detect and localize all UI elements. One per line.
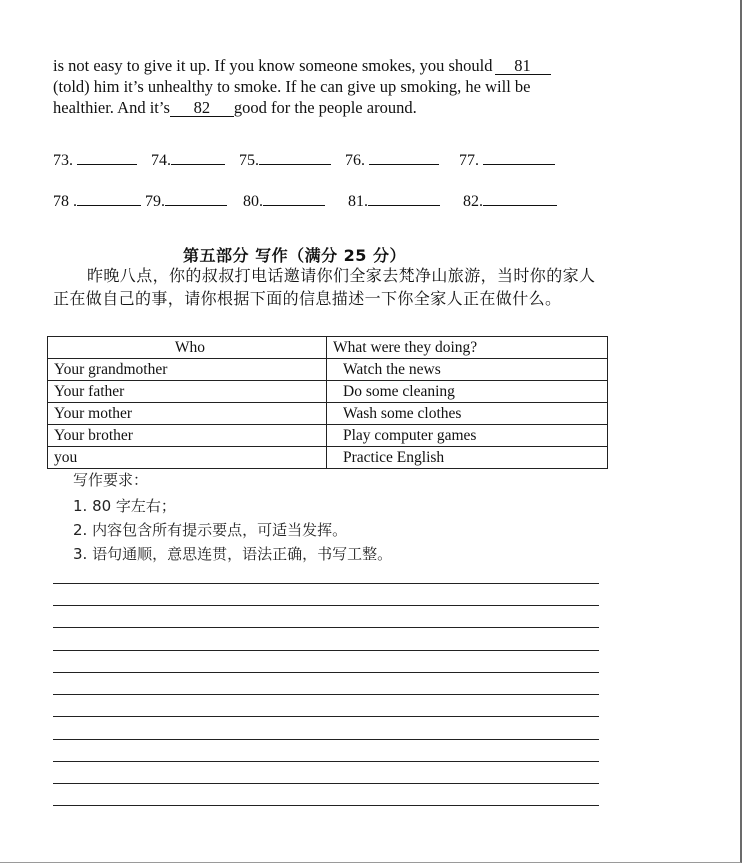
answer-line bbox=[368, 191, 440, 206]
answer-number: 73. bbox=[53, 152, 73, 169]
passage-line-2: (told) him it’s unhealthy to smoke. If he can give up smoking, he will be bbox=[53, 77, 531, 96]
answer-line bbox=[171, 150, 225, 165]
answer-blank-76[interactable] bbox=[345, 150, 439, 170]
answer-blank-77[interactable] bbox=[459, 150, 555, 170]
answer-line bbox=[369, 150, 439, 165]
answer-line bbox=[263, 191, 325, 206]
writing-line[interactable] bbox=[53, 672, 599, 673]
table-cell-who: Your mother bbox=[48, 403, 327, 425]
table-cell-who: Your father bbox=[48, 381, 327, 403]
answer-line bbox=[259, 150, 331, 165]
answer-blank-73[interactable] bbox=[53, 150, 137, 170]
writing-line[interactable] bbox=[53, 716, 599, 717]
table-cell-who: Your grandmother bbox=[48, 359, 327, 381]
writing-line[interactable] bbox=[53, 761, 599, 762]
requirement-item-3: 3. 语句通顺，意思连贯，语法正确，书写工整。 bbox=[73, 545, 393, 563]
passage-line-3-pre: healthier. And it’s bbox=[53, 98, 170, 117]
table-header-row bbox=[48, 337, 608, 359]
table-cell-who: you bbox=[48, 447, 327, 469]
answer-number: 78 . bbox=[53, 193, 77, 210]
passage-line-3-post: good for the people around. bbox=[233, 98, 417, 117]
section-title: 第五部分 写作（满分 25 分） bbox=[183, 246, 406, 265]
writing-line[interactable] bbox=[53, 783, 599, 784]
section-instructions: 昨晚八点，你的叔叔打电话邀请你们全家去梵净山旅游，当时你的家人正在做自己的事，请你根据下面的信息描述一下你全家人正在做什么。 bbox=[53, 266, 596, 308]
writing-line[interactable] bbox=[53, 583, 599, 584]
answer-line bbox=[165, 191, 227, 206]
answer-number: 74. bbox=[151, 152, 171, 169]
answer-number: 81. bbox=[348, 193, 368, 210]
passage-line-3 bbox=[53, 97, 613, 119]
passage-line-1-text: is not easy to give it up. If you know someone smokes, you should bbox=[53, 56, 493, 75]
blank-82: 82 bbox=[170, 100, 234, 117]
writing-line[interactable] bbox=[53, 627, 599, 628]
answer-blank-80[interactable] bbox=[243, 191, 325, 211]
answer-number: 75. bbox=[239, 152, 259, 169]
answer-blank-81[interactable] bbox=[348, 191, 440, 211]
table-cell-doing: Practice English bbox=[327, 447, 608, 469]
answer-number: 80. bbox=[243, 193, 263, 210]
answer-line bbox=[77, 191, 141, 206]
writing-line[interactable] bbox=[53, 650, 599, 651]
table-row bbox=[48, 425, 608, 447]
passage-line-1 bbox=[53, 55, 613, 77]
answer-blank-75[interactable] bbox=[239, 150, 331, 170]
answer-number: 76. bbox=[345, 152, 365, 169]
requirement-item-1: 1. 80 字左右； bbox=[73, 497, 176, 515]
answer-line bbox=[77, 150, 137, 165]
table-row bbox=[48, 381, 608, 403]
answer-blank-79[interactable] bbox=[145, 191, 227, 211]
info-table bbox=[47, 336, 608, 469]
requirements-heading: 写作要求： bbox=[73, 471, 149, 489]
writing-line[interactable] bbox=[53, 605, 599, 606]
table-cell-doing: Watch the news bbox=[327, 359, 608, 381]
table-header-who: Who bbox=[48, 337, 327, 359]
writing-line[interactable] bbox=[53, 739, 599, 740]
answer-blank-74[interactable] bbox=[151, 150, 225, 170]
answer-number: 77. bbox=[459, 152, 479, 169]
requirement-item-2: 2. 内容包含所有提示要点，可适当发挥。 bbox=[73, 521, 348, 539]
table-cell-doing: Do some cleaning bbox=[327, 381, 608, 403]
table-cell-who: Your brother bbox=[48, 425, 327, 447]
answer-line bbox=[483, 150, 555, 165]
table-header-doing: What were they doing? bbox=[327, 337, 608, 359]
writing-line[interactable] bbox=[53, 694, 599, 695]
answer-blank-82[interactable] bbox=[463, 191, 557, 211]
table-row bbox=[48, 359, 608, 381]
writing-line[interactable] bbox=[53, 805, 599, 806]
table-row bbox=[48, 403, 608, 425]
answer-number: 82. bbox=[463, 193, 483, 210]
answer-line bbox=[483, 191, 557, 206]
table-cell-doing: Wash some clothes bbox=[327, 403, 608, 425]
answer-blank-78[interactable] bbox=[53, 191, 141, 211]
table-row bbox=[48, 447, 608, 469]
table-cell-doing: Play computer games bbox=[327, 425, 608, 447]
blank-81: 81 bbox=[495, 58, 551, 75]
answer-number: 79. bbox=[145, 193, 165, 210]
